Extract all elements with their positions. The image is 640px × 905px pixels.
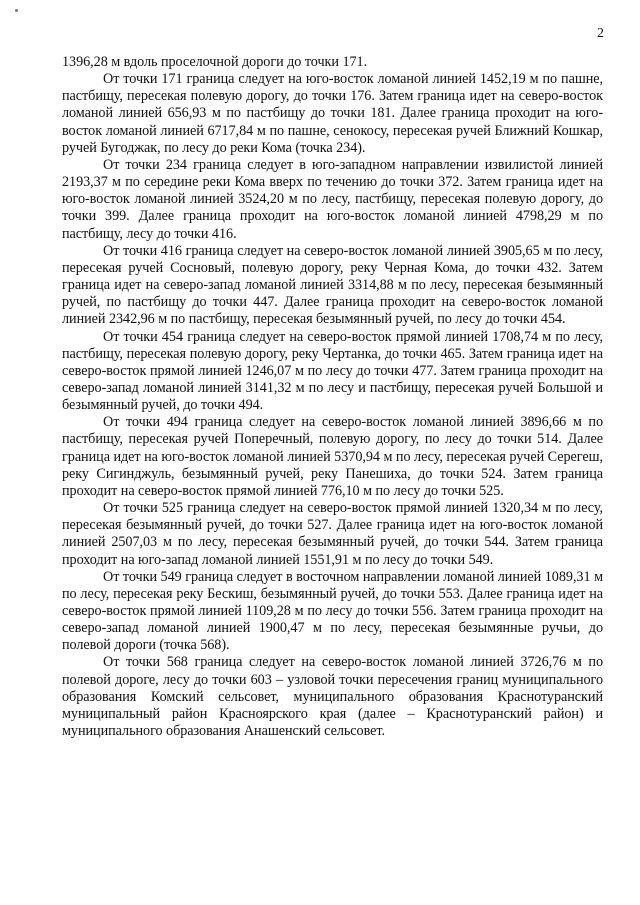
paragraph-continuation: 1396,28 м вдоль проселочной дороги до точки 171. [62,54,368,70]
scan-speck [15,9,18,12]
paragraph-point-171: От точки 171 граница следует на юго-восток ломаной линией 1452,19 м по пашне, пастбищу, пересекая полевую дорогу, до точки 176. Затем граница идет на северо-восток ломаной линией 656,93 м по пастбищу до точки 181. Далее граница проходит на юго-восток ломаной линией 6717,84 м по пашне, сенокосу, пересекая ручей Ближний Кошкар, ручей Бугоджак, по лесу до реки Кома (точка 234). [62,71,603,156]
paragraph-point-568: От точки 568 граница следует на северо-восток ломаной линией 3726,76 м по полевой дороге, лесу до точки 603 – узловой точки пересечения границ муниципального образования Комский сельсовет, муниципального образования Краснотуранский муниципальный район Красноярского края (далее – Краснотуранский район) и муниципального образования Анашенский сельсовет. [62,654,603,740]
paragraph-point-494: От точки 494 граница следует на северо-восток ломаной линией 3896,66 м по пастбищу, пересекая ручей Поперечный, полевую дорогу, по лесу до точки 514. Далее граница идет на юго-восток ломаной линией 5370,94 м по лесу, пересекая ручей Серегеш, реку Сигинджуль, безымянный ручей, реку Панешиха, до точки 524. Затем граница проходит на северо-восток прямой линией 776,10 м по лесу до точки 525. [62,414,603,499]
page-number: 2 [597,26,604,41]
paragraph-point-416: От точки 416 граница следует на северо-восток ломаной линией 3905,65 м по лесу, пересекая ручей Сосновый, полевую дорогу, реку Черная Кома, до точки 432. Затем граница идет на северо-запад ломаной линией 3314,88 м по лесу, пересекая безымянный ручей, по пастбищу до точки 447. Далее граница проходит на северо-восток ломаной линией 2342,96 м по пастбищу, пересекая безымянный ручей, по лесу до точки 454. [62,242,603,328]
document-body [62,54,603,740]
paragraph-point-234: От точки 234 граница следует в юго-западном направлении извилистой линией 2193,37 м по середине реки Кома вверх по течению до точки 372. Затем граница идет на юго-восток ломаной линией 3524,20 м по лесу, пастбищу, пересекая полевую дорогу, до точки 399. Далее граница проходит на юго-восток ломаной линией 4798,29 м по пастбищу, лесу до точки 416. [62,156,603,242]
paragraph-point-454: От точки 454 граница следует на северо-восток прямой линией 1708,74 м по лесу, пастбищу, пересекая полевую дорогу, реку Чертанка, до точки 465. Затем граница идет на северо-восток прямой линией 1246,07 м по лесу до точки 477. Затем граница проходит на северо-запад ломаной линией 3141,32 м по лесу и пастбищу, пересекая ручей Большой и безымянный ручей, до точки 494. [62,328,603,414]
paragraph-point-525: От точки 525 граница следует на северо-восток прямой линией 1320,34 м по лесу, пересекая безымянный ручей, до точки 527. Далее граница идет на юго-восток ломаной линией 2507,03 м по лесу, пересекая безымянный ручей, до точки 544. Затем граница проходит на юго-запад ломаной линией 1551,91 м по лесу до точки 549. [62,500,603,568]
paragraph-point-549: От точки 549 граница следует в восточном направлении ломаной линией 1089,31 м по лесу, пересекая реку Бескиш, безымянный ручей, до точки 553. Далее граница идет на северо-восток прямой линией 1109,28 м по лесу до точки 556. Затем граница проходит на северо-запад ломаной линией 1900,47 м по лесу, пересекая безымянные ручьи, до полевой дороги (точка 568). [62,568,603,654]
